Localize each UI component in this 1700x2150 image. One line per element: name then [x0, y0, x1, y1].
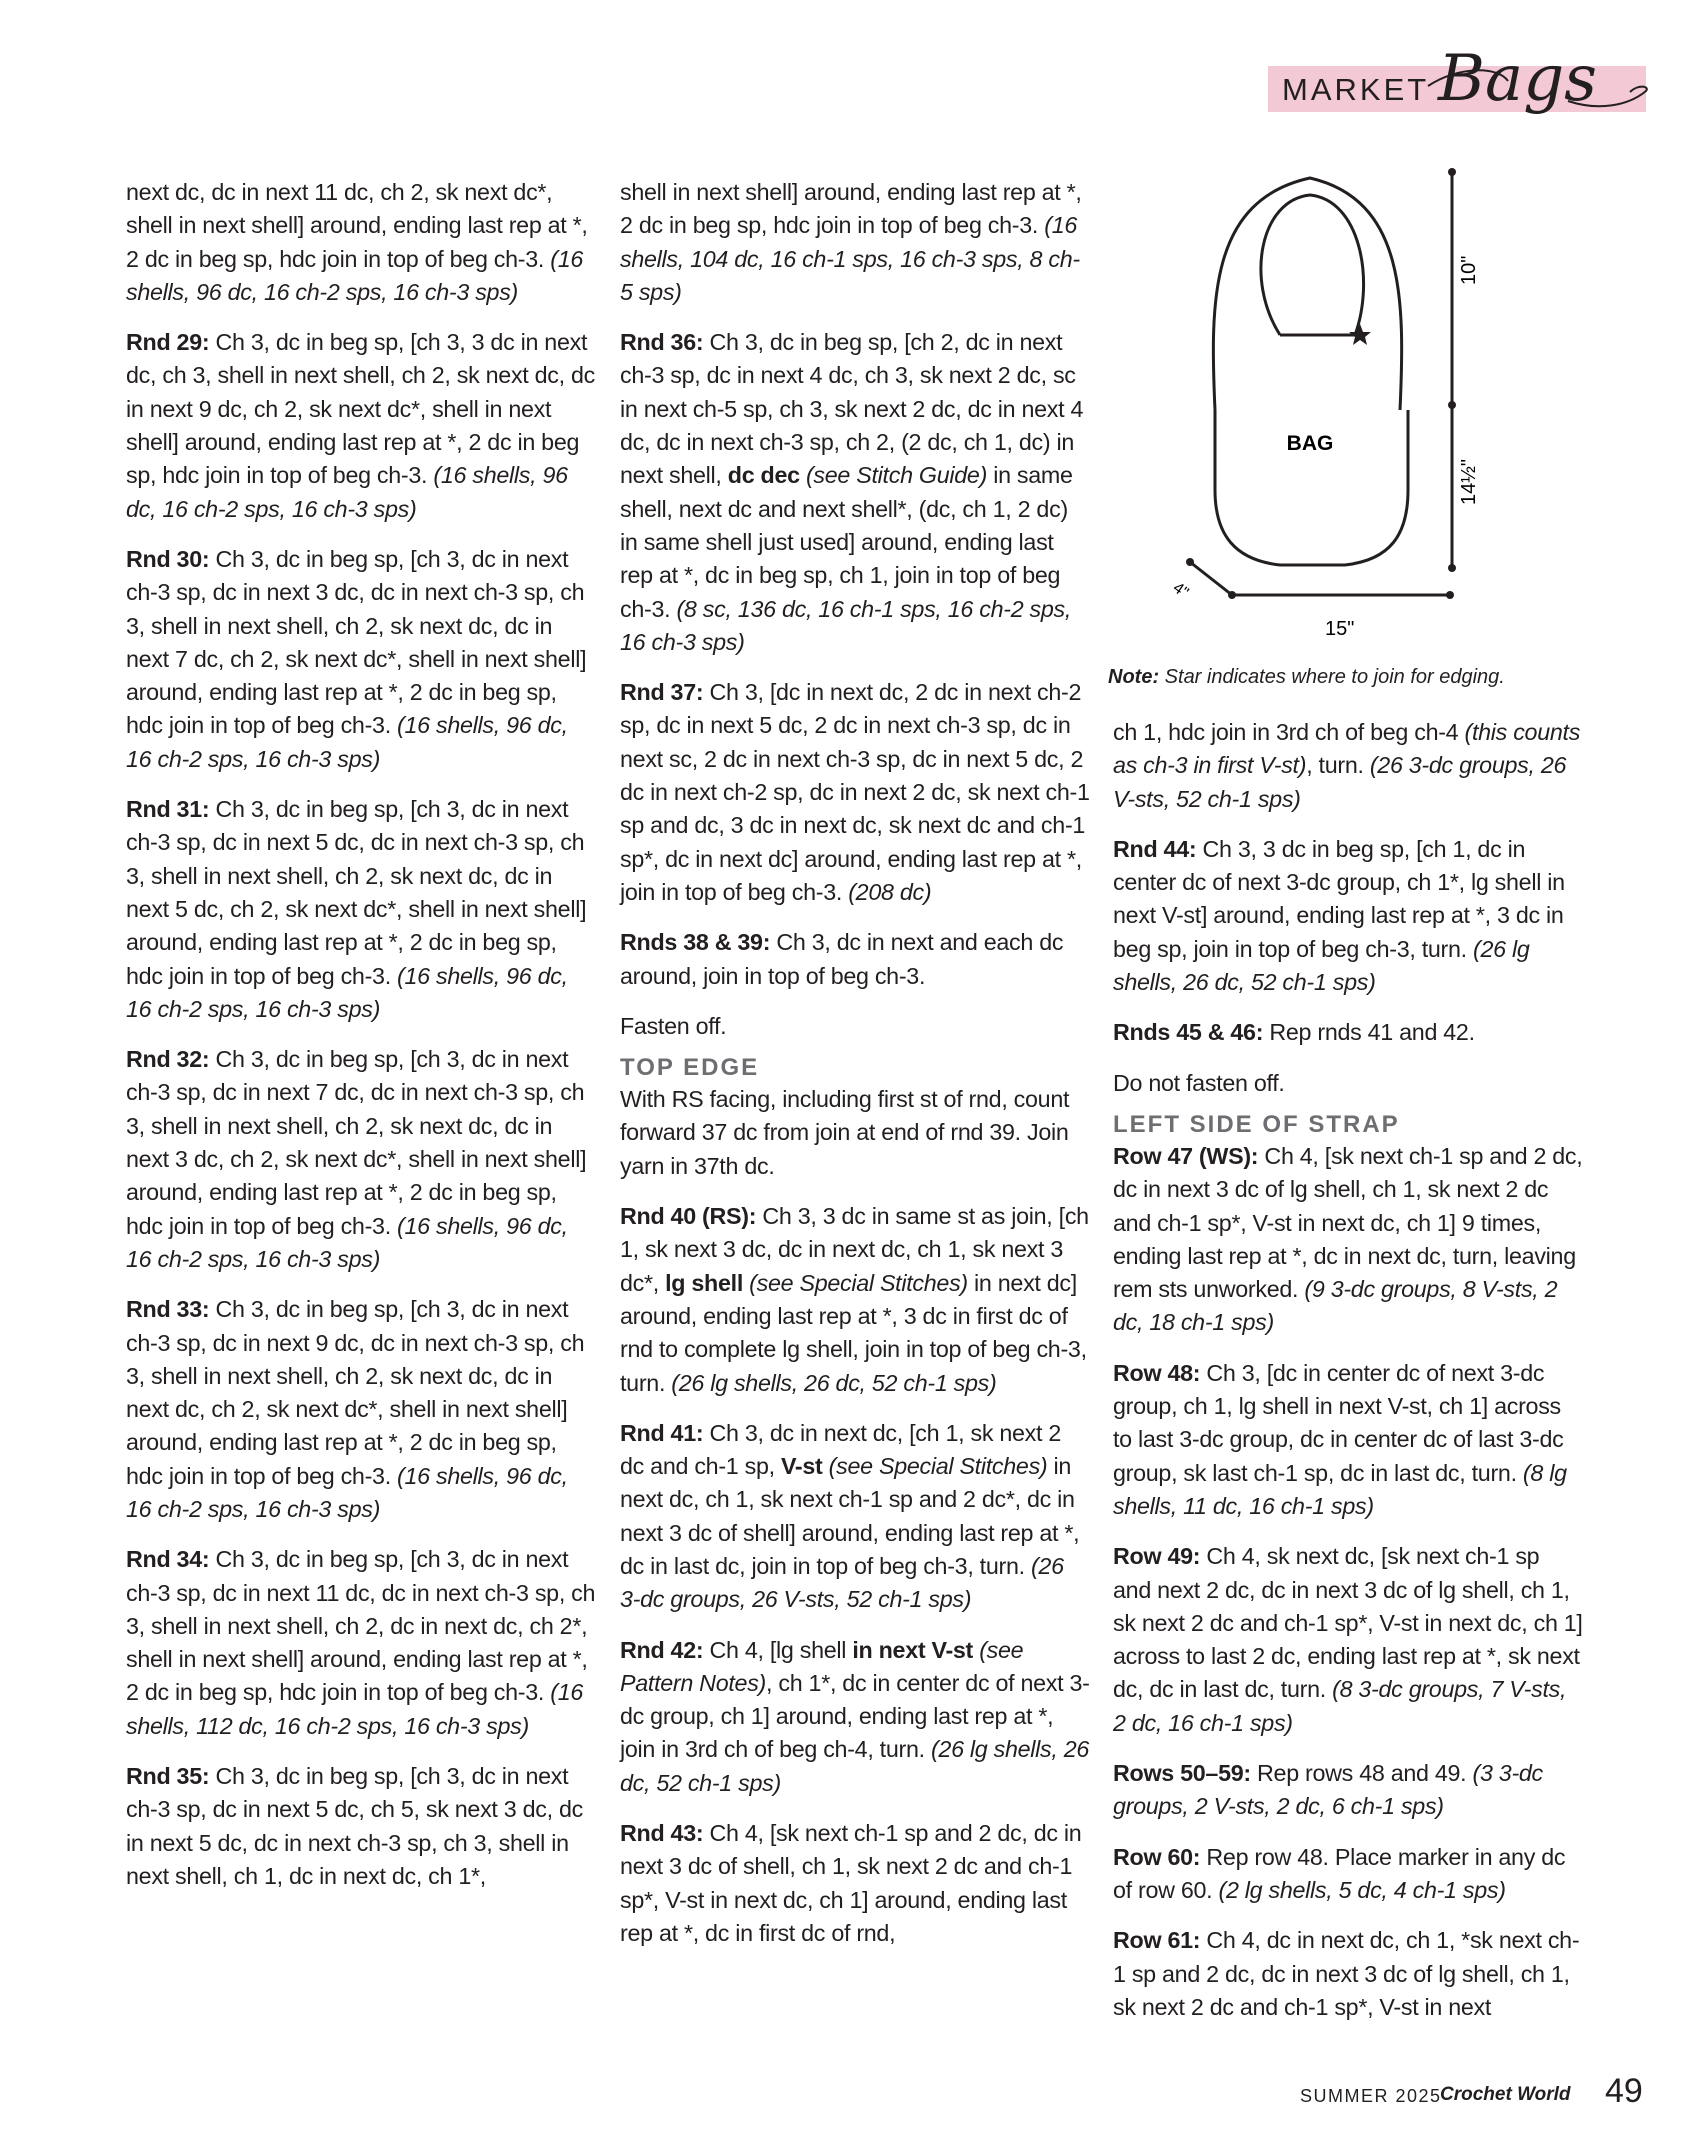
- col3-row-47: Row 47 (WS): Ch 4, [sk next ch-1 sp and 2 dc, dc in next 3 dc of lg shell, ch 1, sk next 2 dc and ch-1 sp*, V-st in next dc, ch 1] 9 times, ending last rep at *, dc in next dc, turn, leaving rem sts unworked. (9 3-dc groups, 8 V-sts, 2 dc, 18 ch-1 sps): [1113, 1142, 1583, 1336]
- note-label: Note:: [1108, 666, 1160, 688]
- section-title-top-edge: TOP EDGE: [620, 1054, 760, 1082]
- col2-rnds-38-39: Rnds 38 & 39: Ch 3, dc in next and each dc around, join in top of beg ch-3.: [620, 929, 1064, 989]
- bag-label: BAG: [1286, 432, 1334, 455]
- footer-season: SUMMER 2025: [1300, 2086, 1442, 2106]
- header-bags: Bags: [1438, 42, 1597, 116]
- col2-rnd-37: Rnd 37: Ch 3, [dc in next dc, 2 dc in next ch-2 sp, dc in next 5 dc, 2 dc in next ch-3 sp, dc in next sc, 2 dc in next ch-3 sp, dc in next 5 dc, 2 dc in next ch-2 sp, dc in next 2 dc, sk next ch-1 sp and dc, 3 dc in next dc, sk next dc and ch-1 sp*, dc in next dc] around, ending last rep at *, join in top of beg ch-3. (208 dc): [620, 679, 1090, 905]
- col3-rows-50-59: Rows 50–59: Rep rows 48 and 49. (3 3-dc groups, 2 V-sts, 2 dc, 6 ch-1 sps): [1113, 1760, 1543, 1820]
- col3-row-60: Row 60: Rep row 48. Place marker in any dc of row 60. (2 lg shells, 5 dc, 4 ch-1 sps): [1113, 1843, 1566, 1903]
- col2-top-edge-intro: With RS facing, including first st of rnd, count forward 37 dc from join at end of rnd 39. Join yarn in 37th dc.: [620, 1086, 1070, 1179]
- col3-rnds-45-46: Rnds 45 & 46: Rep rnds 41 and 42.: [1113, 1019, 1475, 1046]
- col2-rnd-40: Rnd 40 (RS): Ch 3, 3 dc in same st as join, [ch 1, sk next 3 dc, dc in next dc, ch 1, sk next 3 dc*, lg shell (see Special Stitches) in next dc] around, ending last rep at *, 3 dc in first dc of rnd to complete lg shell, join in top of beg ch-3, turn. (26 lg shells, 26 dc, 52 ch-1 sps): [620, 1203, 1089, 1396]
- height-top-label: 10": [1458, 255, 1480, 285]
- section-title-left-side-of-strap: LEFT SIDE OF STRAP: [1113, 1110, 1400, 1138]
- footer-magazine: Crochet World: [1440, 2084, 1571, 2105]
- col1-rnd-30: Rnd 30: Ch 3, dc in beg sp, [ch 3, dc in next ch-3 sp, dc in next 3 dc, dc in next ch-3 sp, ch 3, shell in next shell, ch 2, sk next dc, dc in next 7 dc, ch 2, sk next dc*, shell in next shell] around, ending last rep at *, 2 dc in beg sp, hdc join in top of beg ch-3. (16 shells, 96 dc, 16 ch-2 sps, 16 ch-3 sps): [126, 545, 587, 772]
- col1-rnd-33: Rnd 33: Ch 3, dc in beg sp, [ch 3, dc in next ch-3 sp, dc in next 9 dc, dc in next ch-3 sp, ch 3, shell in next shell, ch 2, sk next dc, dc in next dc, ch 2, sk next dc*, shell in next shell] around, ending last rep at *, 2 dc in beg sp, hdc join in top of beg ch-3. (16 shells, 96 dc, 16 ch-2 sps, 16 ch-3 sps): [126, 1296, 585, 1522]
- col2-rnd-41: Rnd 41: Ch 3, dc in next dc, [ch 1, sk next 2 dc and ch-1 sp, V-st (see Special Stitches) in next dc, ch 1, sk next ch-1 sp and 2 dc*, dc in next 3 dc of shell] around, ending last rep at *, dc in last dc, join in top of beg ch-3, turn. (26 3-dc groups, 26 V-sts, 52 ch-1 sps): [620, 1419, 1080, 1613]
- col2-rnd-36: Rnd 36: Ch 3, dc in beg sp, [ch 2, dc in next ch-3 sp, dc in next 4 dc, ch 3, sk next 2 dc, sc in next ch-5 sp, ch 3, sk next 2 dc, dc in next 4 dc, dc in next ch-3 sp, ch 2, (2 dc, ch 1, dc) in next shell, dc dec (see Stitch Guide) in same shell, next dc and next shell*, (dc, ch 1, 2 dc) in same shell just used] around, ending last rep at *, dc in beg sp, ch 1, join in top of beg ch-3. (8 sc, 136 dc, 16 ch-1 sps, 16 ch-2 sps, 16 ch-3 sps): [620, 329, 1084, 655]
- bag-diagram: [1150, 160, 1570, 650]
- col3-rnd-44: Rnd 44: Ch 3, 3 dc in beg sp, [ch 1, dc in center dc of next 3-dc group, ch 1*, lg shell in next V-st] around, ending last rep at *, 3 dc in beg sp, join in top of beg ch-3, turn. (26 lg shells, 26 dc, 52 ch-1 sps): [1113, 835, 1565, 996]
- width-label: 15": [1325, 618, 1355, 640]
- column-3: [1113, 716, 1583, 2041]
- col2-paragraph-0: shell in next shell] around, ending last rep at *, 2 dc in beg sp, hdc join in top of beg ch-3. (16 shells, 104 dc, 16 ch-1 sps, 16 ch-3 sps, 8 ch-5 sps): [620, 179, 1082, 305]
- header-market: MARKET: [1282, 72, 1430, 107]
- column-1: [126, 176, 596, 1910]
- note-text: Star indicates where to join for edging.: [1159, 666, 1505, 688]
- col2-rnd-43: Rnd 43: Ch 4, [sk next ch-1 sp and 2 dc, dc in next 3 dc of shell, ch 1, sk next 2 dc and ch-1 sp*, V-st in next dc, ch 1] around, ending last rep at *, dc in first dc of rnd,: [620, 1820, 1082, 1946]
- page-number: 49: [1605, 2072, 1643, 2110]
- col3-paragraph-0: ch 1, hdc join in 3rd ch of beg ch-4 (this counts as ch-3 in first V-st), turn. (26 3-dc groups, 26 V-sts, 52 ch-1 sps): [1113, 719, 1581, 812]
- star-icon: [1349, 324, 1371, 345]
- column-2: [620, 176, 1090, 1967]
- col1-rnd-32: Rnd 32: Ch 3, dc in beg sp, [ch 3, dc in next ch-3 sp, dc in next 7 dc, dc in next ch-3 sp, ch 3, shell in next shell, ch 2, sk next dc, dc in next 3 dc, ch 2, sk next dc*, shell in next shell] around, ending last rep at *, 2 dc in beg sp, hdc join in top of beg ch-3. (16 shells, 96 dc, 16 ch-2 sps, 16 ch-3 sps): [126, 1046, 587, 1272]
- col1-rnd-34: Rnd 34: Ch 3, dc in beg sp, [ch 3, dc in next ch-3 sp, dc in next 11 dc, dc in next ch-3 sp, ch 3, shell in next shell, ch 2, dc in next dc, ch 2*, shell in next shell] around, ending last rep at *, 2 dc in beg sp, hdc join in top of beg ch-3. (16 shells, 112 dc, 16 ch-2 sps, 16 ch-3 sps): [126, 1546, 596, 1739]
- col3-row-49: Row 49: Ch 4, sk next dc, [sk next ch-1 sp and next 2 dc, dc in next 3 dc of lg shell, ch 1, sk next 2 dc and ch-1 sp*, V-st in next dc, ch 1] across to last 2 dc, ending last rep at *, sk next dc, dc in last dc, turn. (8 3-dc groups, 7 V-sts, 2 dc, 16 ch-1 sps): [1113, 1543, 1583, 1736]
- col3-row-61: Row 61: Ch 4, dc in next dc, ch 1, *sk next ch-1 sp and 2 dc, dc in next 3 dc of lg shell, ch 1, sk next 2 dc and ch-1 sp*, V-st in next: [1113, 1927, 1580, 2020]
- bag-handle-outer: [1213, 178, 1401, 410]
- col2-rnd-42: Rnd 42: Ch 4, [lg shell in next V-st (see Pattern Notes), ch 1*, dc in center dc of next 3-dc group, ch 1] around, ending last rep at *, join in 3rd ch of beg ch-4, turn. (26 lg shells, 26 dc, 52 ch-1 sps): [620, 1636, 1090, 1796]
- col2-fasten-off: Fasten off.: [620, 1012, 727, 1039]
- col1-rnd-31: Rnd 31: Ch 3, dc in beg sp, [ch 3, dc in next ch-3 sp, dc in next 5 dc, dc in next ch-3 sp, ch 3, shell in next shell, ch 2, sk next dc, dc in next 5 dc, ch 2, sk next dc*, shell in next shell] around, ending last rep at *, 2 dc in beg sp, hdc join in top of beg ch-3. (16 shells, 96 dc, 16 ch-2 sps, 16 ch-3 sps): [126, 796, 587, 1022]
- col1-paragraph-0: next dc, dc in next 11 dc, ch 2, sk next dc*, shell in next shell] around, ending last rep at *, 2 dc in beg sp, hdc join in top of beg ch-3. (16 shells, 96 dc, 16 ch-2 sps, 16 ch-3 sps): [126, 179, 588, 305]
- col3-row-48: Row 48: Ch 3, [dc in center dc of next 3-dc group, ch 1, lg shell in next V-st, ch 1] across to last 3-dc group, dc in center dc of last 3-dc group, sk last ch-1 sp, dc in last dc, turn. (8 lg shells, 11 dc, 16 ch-1 sps): [1113, 1359, 1567, 1519]
- bag-handle-inner: [1261, 195, 1364, 335]
- depth-dimension-line: [1190, 562, 1232, 595]
- col3-do-not-fasten-off: Do not fasten off.: [1113, 1069, 1285, 1096]
- col1-rnd-29: Rnd 29: Ch 3, dc in beg sp, [ch 3, 3 dc in next dc, ch 3, shell in next shell, ch 2, sk next dc, dc in next 9 dc, ch 2, sk next dc*, shell in next shell] around, ending last rep at *, 2 dc in beg sp, hdc join in top of beg ch-3. (16 shells, 96 dc, 16 ch-2 sps, 16 ch-3 sps): [126, 329, 595, 522]
- depth-label: 4": [1169, 579, 1192, 602]
- height-body-label: 14½": [1458, 458, 1480, 505]
- diagram-note: [1108, 666, 1505, 689]
- col1-rnd-35: Rnd 35: Ch 3, dc in beg sp, [ch 3, dc in next ch-3 sp, dc in next 5 dc, ch 5, sk next 3 dc, dc in next 5 dc, dc in next ch-3 sp, ch 3, shell in next shell, ch 1, dc in next dc, ch 1*,: [126, 1763, 583, 1889]
